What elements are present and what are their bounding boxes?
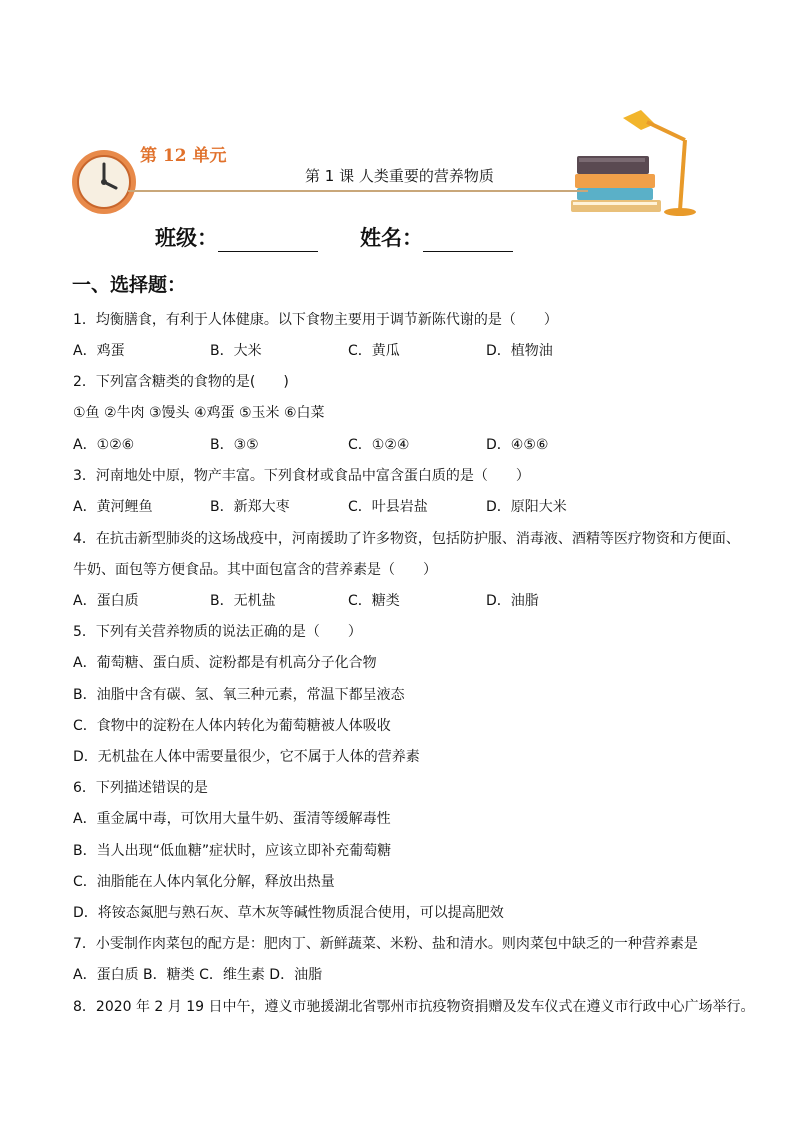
question-5-option-c[interactable]: C．食物中的淀粉在人体内转化为葡萄糖被人体吸收 [73, 718, 391, 734]
question-7-stem: 7．小雯制作肉菜包的配方是：肥肉丁、新鲜蔬菜、米粉、盐和清水。则肉菜包中缺乏的一种营养素是 [73, 936, 698, 952]
question-2-items: ①鱼 ②牛肉 ③馒头 ④鸡蛋 ⑤玉米 ⑥白菜 [73, 405, 325, 421]
question-3-option-c[interactable]: C．叶县岩盐 [348, 499, 428, 515]
question-1-option-b[interactable]: B．大米 [210, 343, 262, 359]
question-1-option-d[interactable]: D．植物油 [486, 343, 553, 359]
question-4-stem: 4．在抗击新型肺炎的这场战疫中，河南援助了许多物资，包括防护服、消毒液、酒精等医疗物资和方便面、 [73, 531, 740, 547]
student-info-row [155, 222, 513, 252]
name-blank[interactable] [423, 231, 513, 252]
question-4-stem-cont: 牛奶、面包等方便食品。其中面包富含的营养素是（ ） [73, 562, 437, 578]
lesson-title: 第 1 课 人类重要的营养物质 [305, 167, 494, 185]
question-7-options[interactable]: A．蛋白质 B．糖类 C．维生素 D．油脂 [73, 967, 323, 983]
question-5-stem: 5．下列有关营养物质的说法正确的是（ ） [73, 624, 362, 640]
class-label: 班级： [155, 226, 218, 250]
question-6-stem: 6．下列描述错误的是 [73, 780, 208, 796]
question-4-option-c[interactable]: C．糖类 [348, 593, 400, 609]
clock-icon [70, 148, 138, 216]
books-lamp-illustration [565, 100, 705, 220]
question-2-option-d[interactable]: D．④⑤⑥ [486, 437, 549, 453]
question-1-stem: 1．均衡膳食，有利于人体健康。以下食物主要用于调节新陈代谢的是（ ） [73, 312, 558, 328]
question-2-option-a[interactable]: A．①②⑥ [73, 437, 135, 453]
question-5-option-d[interactable]: D．无机盐在人体中需要量很少，它不属于人体的营养素 [73, 749, 420, 765]
name-label: 姓名： [360, 226, 423, 250]
question-4-option-b[interactable]: B．无机盐 [210, 593, 276, 609]
question-8-stem: 8．2020 年 2 月 19 日中午，遵义市驰援湖北省鄂州市抗疫物资捐赠及发车仪式在遵义市行政中心广场举行。 [73, 999, 755, 1015]
class-blank[interactable] [218, 231, 318, 252]
question-3-option-b[interactable]: B．新郑大枣 [210, 499, 290, 515]
question-1-option-a[interactable]: A．鸡蛋 [73, 343, 125, 359]
question-5-option-b[interactable]: B．油脂中含有碳、氢、氧三种元素，常温下都呈液态 [73, 687, 405, 703]
question-3-option-a[interactable]: A．黄河鲤鱼 [73, 499, 153, 515]
question-2-option-c[interactable]: C．①②④ [348, 437, 410, 453]
header-divider [128, 190, 588, 192]
question-2-stem: 2．下列富含糖类的食物的是( ) [73, 374, 289, 390]
question-1-option-c[interactable]: C．黄瓜 [348, 343, 400, 359]
question-4-option-a[interactable]: A．蛋白质 [73, 593, 139, 609]
question-6-option-d[interactable]: D．将铵态氮肥与熟石灰、草木灰等碱性物质混合使用，可以提高肥效 [73, 905, 504, 921]
unit-title: 第 12 单元 [140, 146, 227, 166]
question-4-option-d[interactable]: D．油脂 [486, 593, 539, 609]
question-3-stem: 3．河南地处中原，物产丰富。下列食材或食品中富含蛋白质的是（ ） [73, 468, 530, 484]
question-6-option-c[interactable]: C．油脂能在人体内氧化分解，释放出热量 [73, 874, 335, 890]
question-6-option-b[interactable]: B．当人出现“低血糖”症状时，应该立即补充葡萄糖 [73, 843, 392, 859]
question-5-option-a[interactable]: A．葡萄糖、蛋白质、淀粉都是有机高分子化合物 [73, 655, 377, 671]
section-title: 一、选择题： [72, 274, 187, 296]
question-3-option-d[interactable]: D．原阳大米 [486, 499, 567, 515]
question-2-option-b[interactable]: B．③⑤ [210, 437, 259, 453]
question-6-option-a[interactable]: A．重金属中毒，可饮用大量牛奶、蛋清等缓解毒性 [73, 811, 391, 827]
